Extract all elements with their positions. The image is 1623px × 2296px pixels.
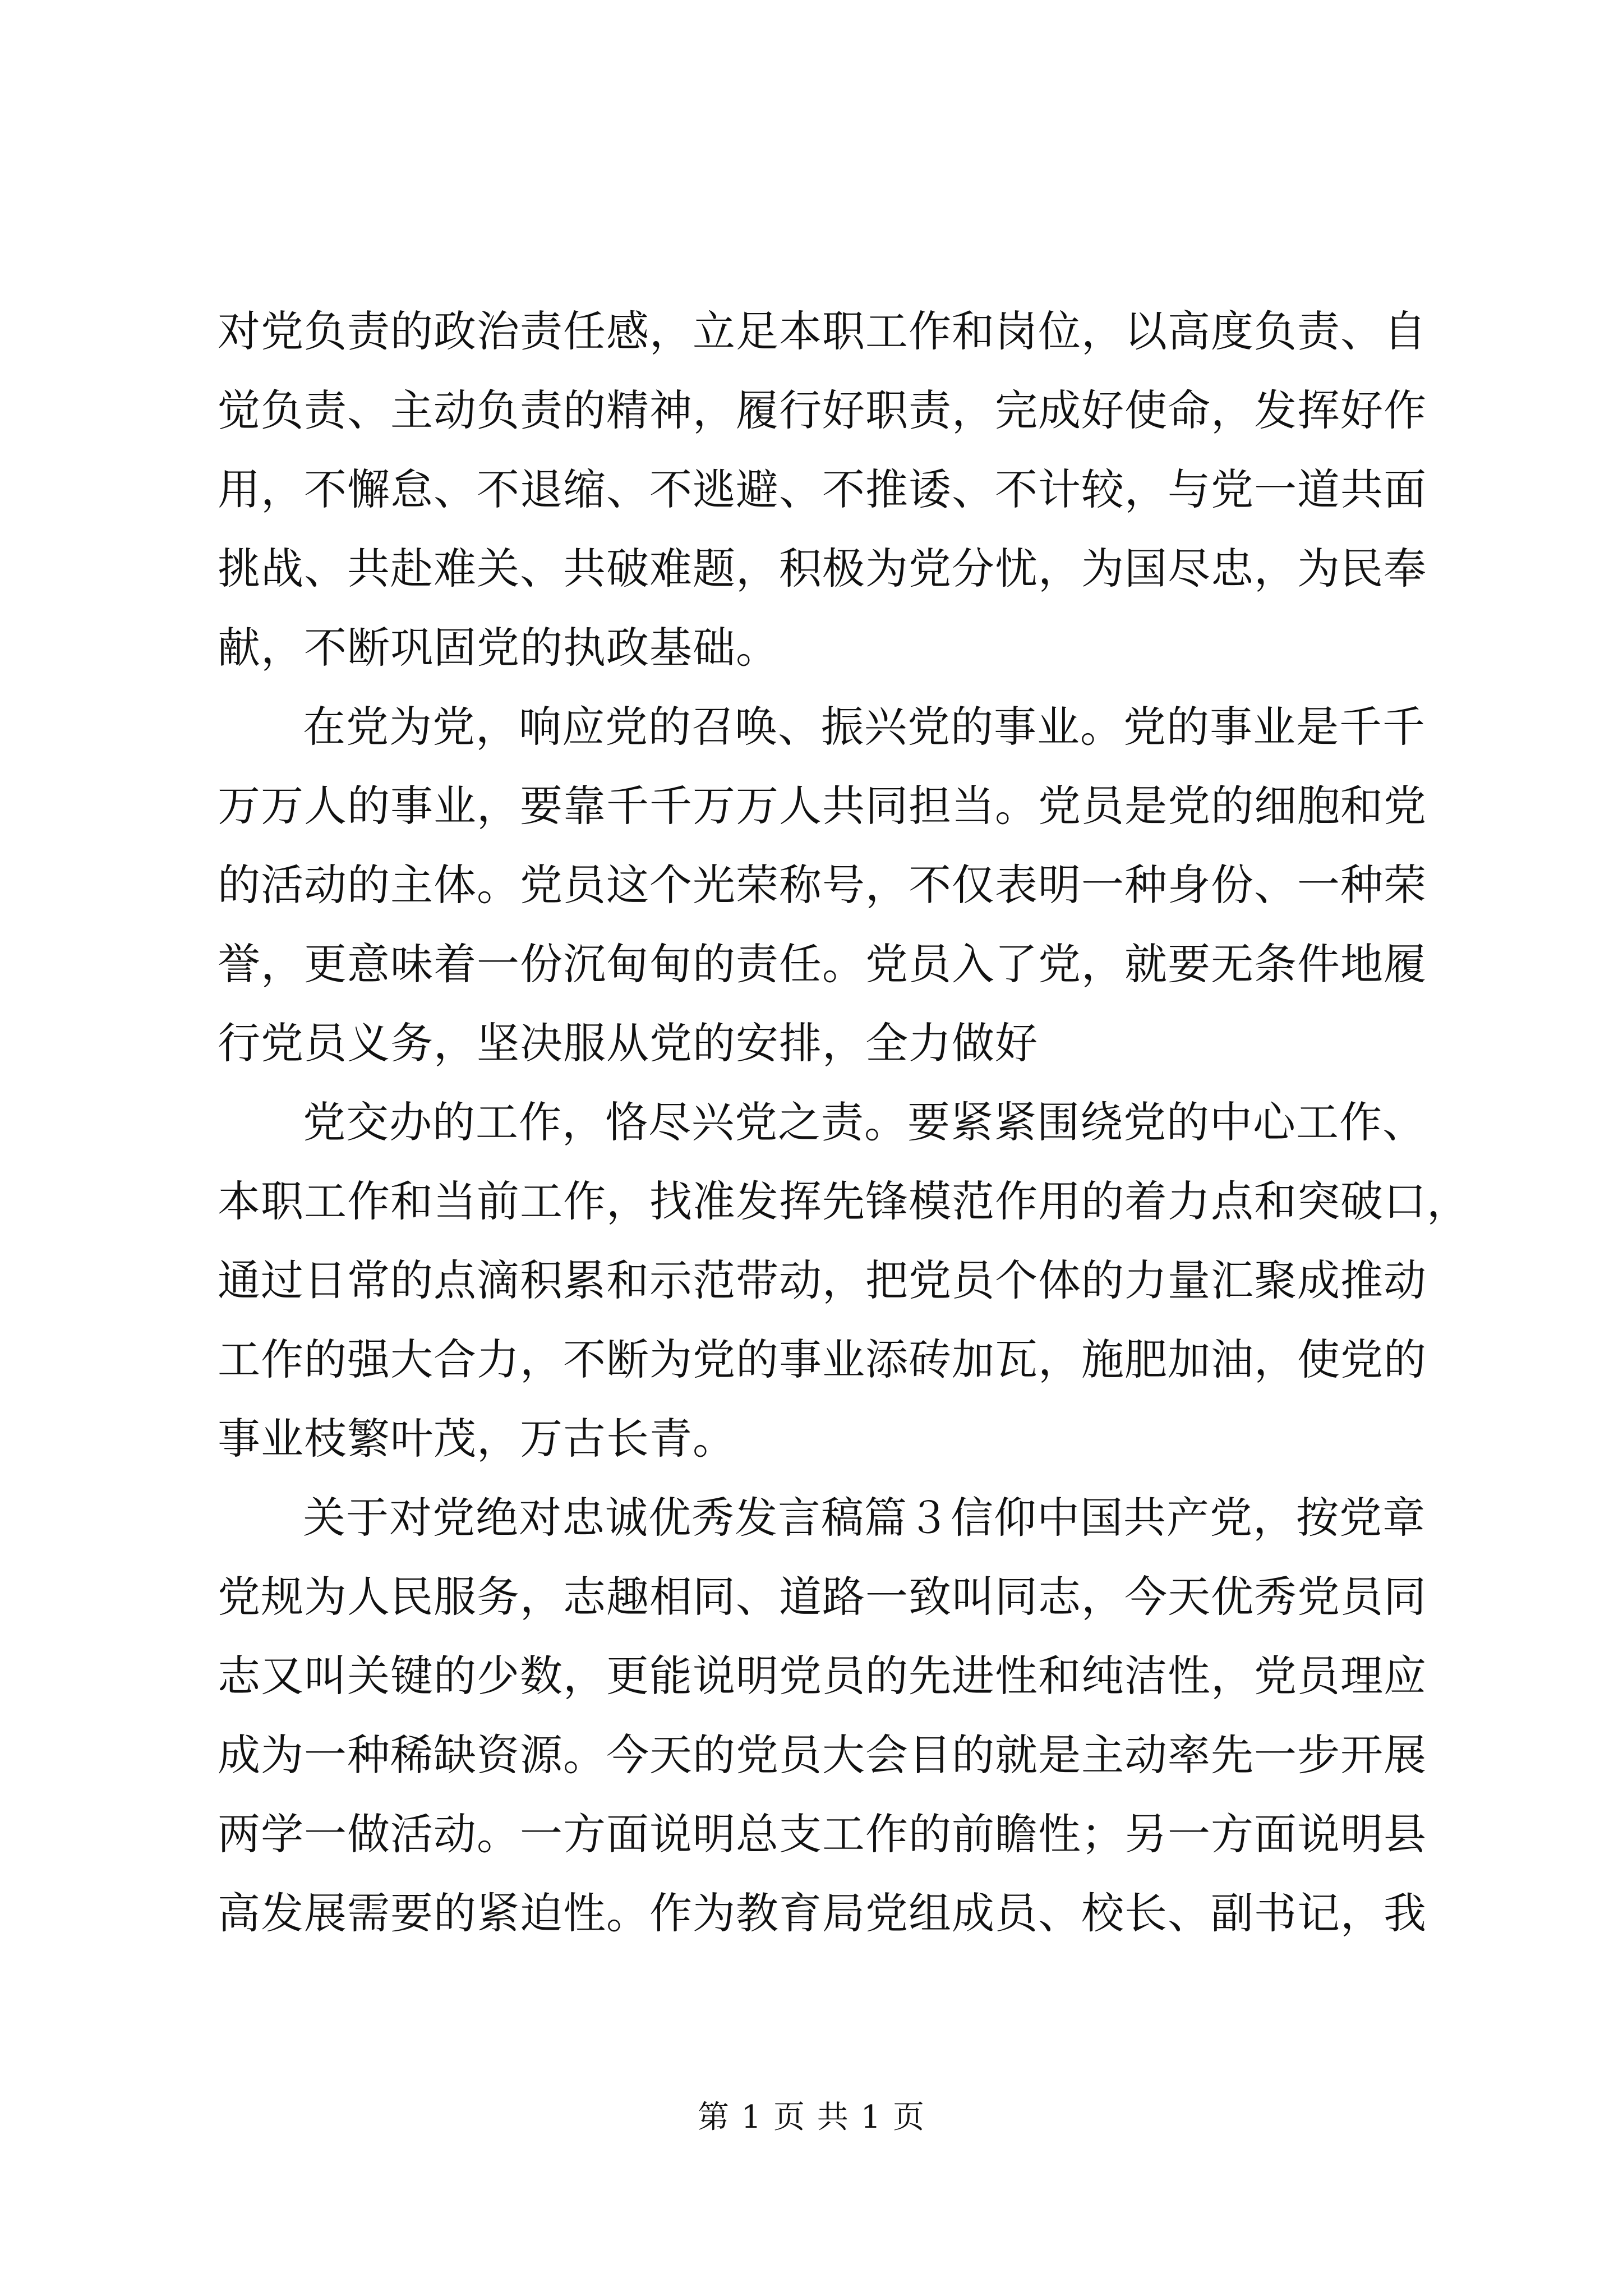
text-line: 在党为党，响应党的召唤、振兴党的事业。党的事业是千千 (303, 702, 1426, 752)
paragraph (218, 292, 1427, 687)
text-line: 万万人的事业，要靠千千万万人共同担当。党员是党的细胞和党 (218, 781, 1427, 831)
text-line: 两学一做活动。一方面说明总支工作的前瞻性；另一方面说明县 (218, 1809, 1427, 1859)
text-line: 本职工作和当前工作，找准发挥先锋模范作用的着力点和突破口， (218, 1176, 1470, 1226)
text-line: 觉负责、主动负责的精神，履行好职责，完成好使命，发挥好作 (218, 385, 1427, 435)
text-line: 关于对党绝对忠诚优秀发言稿篇３信仰中国共产党，按党章 (303, 1493, 1426, 1543)
text-line: 高发展需要的紧迫性。作为教育局党组成员、校长、副书记，我 (218, 1888, 1427, 1938)
text-line: 工作的强大合力，不断为党的事业添砖加瓦，施肥加油，使党的 (218, 1335, 1427, 1384)
text-line: 志又叫关键的少数，更能说明党员的先进性和纯洁性，党员理应 (218, 1651, 1427, 1701)
text-line: 用，不懈怠、不退缩、不逃避、不推诿、不计较，与党一道共面 (218, 464, 1427, 514)
paragraph (218, 1083, 1470, 1478)
paragraph (218, 687, 1427, 1083)
paragraph (218, 1478, 1427, 1953)
page-footer: 第 1 页 共 1 页 (697, 2099, 926, 2136)
text-line: 成为一种稀缺资源。今天的党员大会目的就是主动率先一步开展 (218, 1730, 1427, 1780)
text-line: 党交办的工作，恪尽兴党之责。要紧紧围绕党的中心工作、 (303, 1097, 1426, 1147)
text-line: 的活动的主体。党员这个光荣称号，不仅表明一种身份、一种荣 (218, 860, 1427, 910)
text-line: 通过日常的点滴积累和示范带动，把党员个体的力量汇聚成推动 (218, 1255, 1427, 1305)
text-line: 行党员义务，坚决服从党的安排，全力做好 (218, 1018, 1038, 1068)
text-line: 挑战、共赴难关、共破难题，积极为党分忧，为国尽忠，为民奉 (218, 544, 1427, 593)
text-line: 誉，更意味着一份沉甸甸的责任。党员入了党，就要无条件地履 (218, 939, 1427, 989)
text-line: 党规为人民服务，志趣相同、道路一致叫同志，今天优秀党员同 (218, 1572, 1427, 1622)
text-line: 事业枝繁叶茂，万古长青。 (218, 1414, 736, 1464)
text-line: 献，不断巩固党的执政基础。 (218, 623, 779, 673)
text-line: 对党负责的政治责任感，立足本职工作和岗位，以高度负责、自 (218, 306, 1427, 356)
document-body (218, 292, 1470, 1953)
